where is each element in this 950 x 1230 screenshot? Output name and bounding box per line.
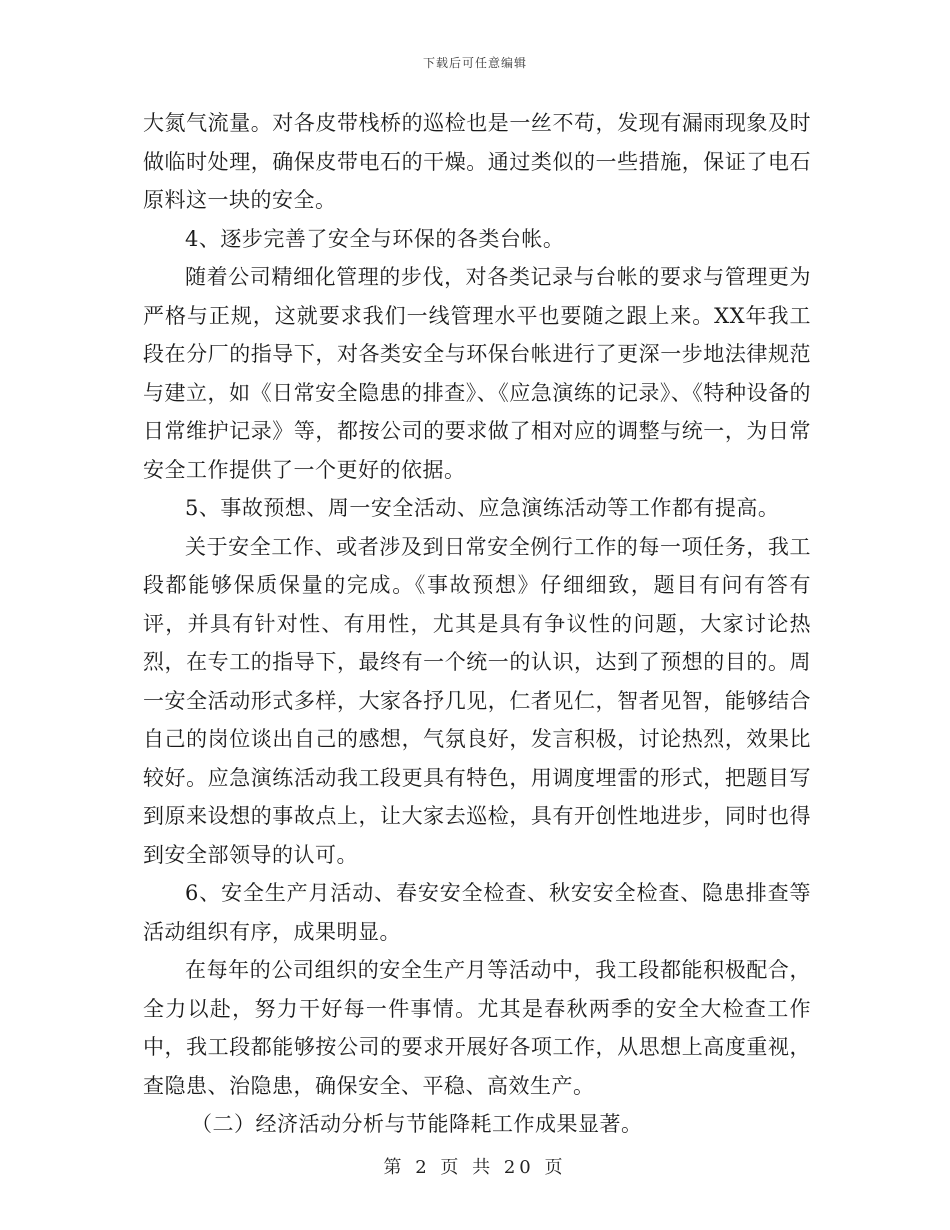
paragraph-ledger: 随着公司精细化管理的步伐，对各类记录与台帐的要求与管理更为严格与正规，这就要求我们一线管理水平也要随之跟上来。XX年我工段在分厂的指导下，对各类安全与环保台帐进行了更深一步地法律规范与建立，如《日常安全隐患的排查》、《应急演练的记录》、《特种设备的日常维护记录》等，都按公司的要求做了相对应的调整与统一，为日常安全工作提供了一个更好的依据。 xyxy=(143,265,811,482)
paragraph-safety-activities: 关于安全工作、或者涉及到日常安全例行工作的每一项任务，我工段都能够保质保量的完成。《事故预想》仔细细致，题目有问有答有评，并具有针对性、有用性，尤其是具有争议性的问题，大家讨论热烈，在专工的指导下，最终有一个统一的认识，达到了预想的目的。周一安全活动形式多样，大家各抒几见，仁者见仁，智者见智，能够结合自己的岗位谈出自己的感想，气氛良好，发言积极，讨论热烈，效果比较好。应急演练活动我工段更具有特色，用调度埋雷的形式，把题目写到原来设想的事故点上，让大家去巡检，具有开创性地进步，同时也得到安全部领导的认可。 xyxy=(143,534,811,867)
section-heading-6: 6、安全生产月活动、春安安全检查、秋安安全检查、隐患排查等活动组织有序，成果明显。 xyxy=(143,881,811,944)
page-header: 下载后可任意编辑 xyxy=(422,56,527,70)
page-footer: 第 2 页 共 20 页 xyxy=(383,1157,567,1178)
section-heading-4: 4、逐步完善了安全与环保的各类台帐。 xyxy=(185,226,565,251)
section-heading-economic: （二）经济活动分析与节能降耗工作成果显著。 xyxy=(191,1112,643,1136)
paragraph-continuation: 大氮气流量。对各皮带栈桥的巡检也是一丝不苟，发现有漏雨现象及时做临时处理，确保皮带电石的干燥。通过类似的一些措施，保证了电石原料这一块的安全。 xyxy=(143,111,811,212)
document-body xyxy=(143,104,811,1144)
paragraph-safety-month: 在每年的公司组织的安全生产月等活动中，我工段都能积极配合，全力以赴，努力干好每一件事情。尤其是春秋两季的安全大检查工作中，我工段都能够按公司的要求开展好各项工作，从思想上高度重视，查隐患、治隐患，确保安全、平稳、高效生产。 xyxy=(143,958,811,1098)
section-heading-5: 5、事故预想、周一安全活动、应急演练活动等工作都有提高。 xyxy=(185,496,780,520)
